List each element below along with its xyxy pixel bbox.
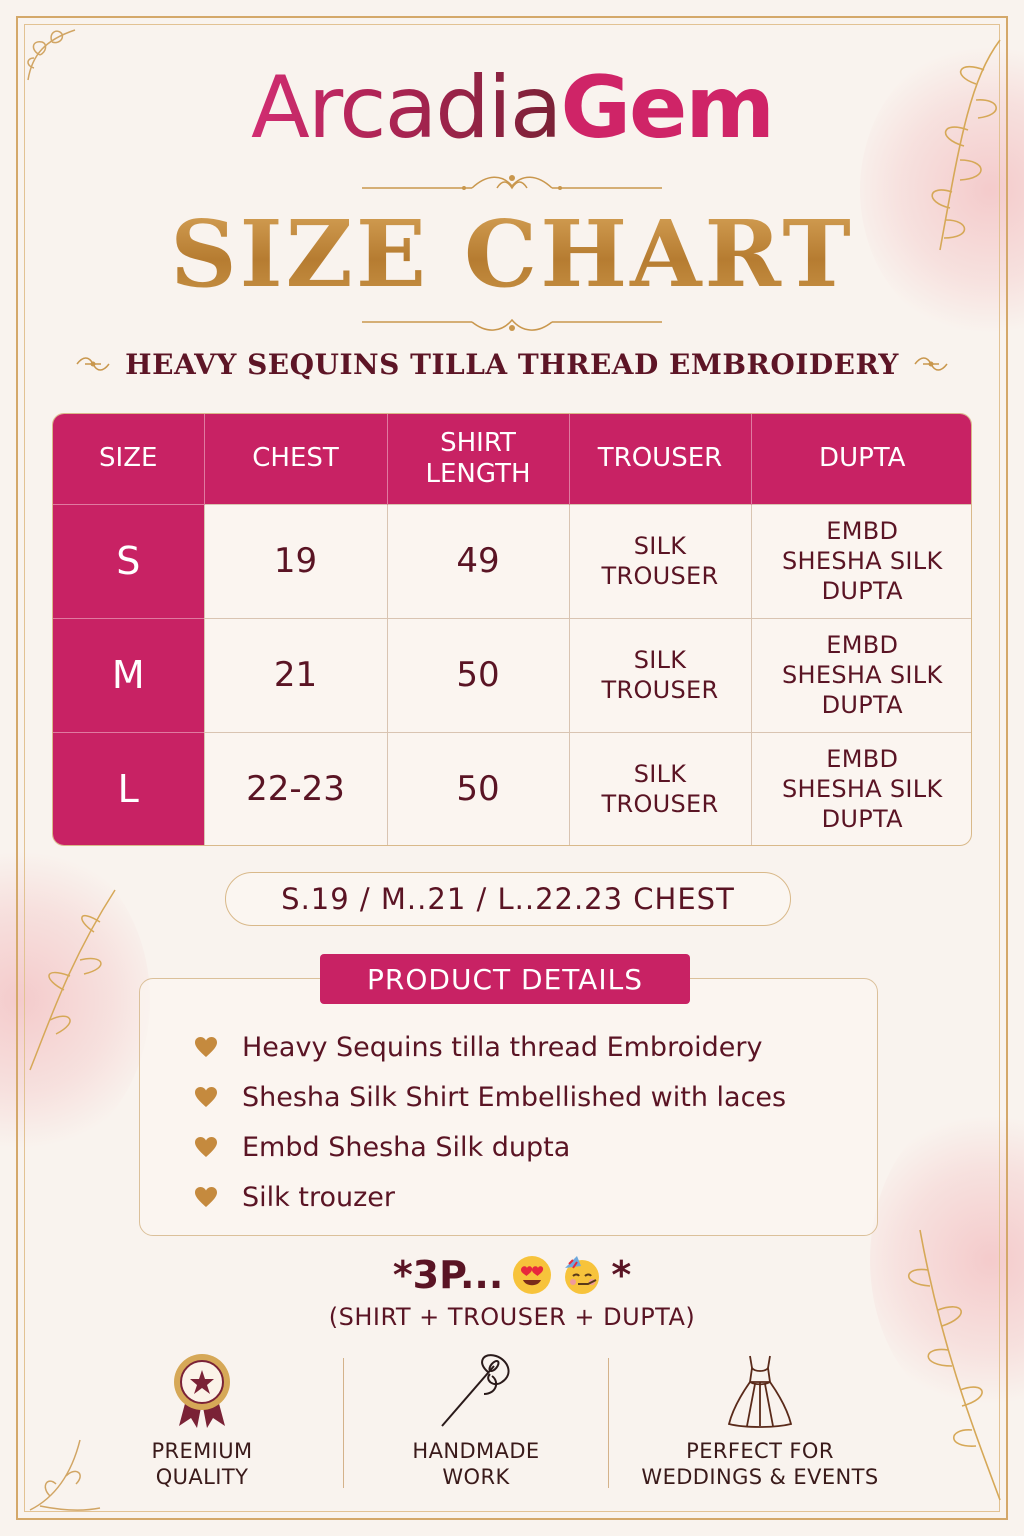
table-row <box>53 732 972 846</box>
trouser-line2: TROUSER <box>601 790 719 819</box>
feature-label <box>72 1438 332 1490</box>
table-row <box>53 618 972 732</box>
header-shirt-length <box>387 414 569 504</box>
size-cell: M <box>53 618 204 732</box>
trouser-line1: SILK <box>633 760 687 789</box>
trouser-line1: SILK <box>633 646 687 674</box>
table-header-row <box>53 414 972 504</box>
rosette-badge-icon <box>169 1352 235 1430</box>
ornamental-divider-top-icon <box>352 170 672 196</box>
size-table <box>52 413 972 846</box>
header-chest: CHEST <box>204 414 387 504</box>
feature-label-line2: QUALITY <box>155 1465 249 1489</box>
pack-suffix: * <box>611 1253 632 1297</box>
feature-handmade-work <box>346 1352 606 1490</box>
dupta-line3: DUPTA <box>821 805 903 834</box>
list-item <box>194 1072 854 1122</box>
header-size: SIZE <box>53 414 204 504</box>
size-cell: L <box>53 732 204 846</box>
trouser-cell <box>569 618 751 732</box>
dupta-line1: EMBD <box>826 745 899 774</box>
product-subtitle: HEAVY SEQUINS TILLA THREAD EMBROIDERY <box>125 347 899 381</box>
pack-info <box>0 1250 1024 1300</box>
feature-divider <box>608 1358 609 1488</box>
feature-label <box>346 1438 606 1490</box>
detail-text: Heavy Sequins tilla thread Embroidery <box>242 1031 763 1063</box>
header-shirt-length-line1: SHIRT <box>440 427 516 458</box>
heart-bullet-icon <box>194 1136 218 1158</box>
detail-text: Embd Shesha Silk dupta <box>242 1131 571 1163</box>
flourish-left-icon <box>75 354 111 374</box>
product-details-list <box>194 1022 854 1222</box>
trouser-cell <box>569 732 751 846</box>
list-item <box>194 1022 854 1072</box>
pack-prefix: *3P... <box>392 1253 504 1297</box>
page-title: SIZE CHART <box>0 200 1024 308</box>
dupta-line2: SHESHA SILK <box>782 775 943 804</box>
trouser-cell <box>569 504 751 618</box>
subtitle-row <box>0 342 1024 386</box>
header-trouser: TROUSER <box>569 414 751 504</box>
ornamental-divider-bottom-icon <box>352 308 672 334</box>
length-cell: 50 <box>387 732 569 846</box>
brand-name-part1: Arcadia <box>251 58 561 158</box>
trouser-line2: TROUSER <box>601 562 719 590</box>
feature-label-line2: WEDDINGS & EVENTS <box>641 1465 879 1489</box>
dupta-cell <box>751 732 972 846</box>
needle-thread-icon <box>428 1352 524 1430</box>
feature-premium-quality <box>72 1352 332 1490</box>
header-dupta: DUPTA <box>751 414 972 504</box>
chest-cell: 21 <box>204 618 387 732</box>
length-cell: 49 <box>387 504 569 618</box>
trouser-line1: SILK <box>633 532 687 560</box>
list-item <box>194 1122 854 1172</box>
feature-label-line2: WORK <box>442 1465 510 1489</box>
feature-label-line1: PREMIUM <box>151 1439 253 1463</box>
dupta-line3: DUPTA <box>821 691 903 719</box>
detail-text: Silk trouzer <box>242 1181 395 1213</box>
chest-summary-pill: S.19 / M..21 / L..22.23 CHEST <box>225 872 791 926</box>
chest-cell: 19 <box>204 504 387 618</box>
dupta-cell <box>751 618 972 732</box>
dupta-line2: SHESHA SILK <box>782 661 943 689</box>
dupta-line3: DUPTA <box>821 577 903 605</box>
flourish-right-icon <box>913 354 949 374</box>
brand-logo <box>0 58 1024 158</box>
leaf-branch-mid-left-icon <box>20 880 130 1080</box>
size-cell: S <box>53 504 204 618</box>
dupta-cell <box>751 504 972 618</box>
dupta-line1: EMBD <box>826 517 899 545</box>
feature-label <box>630 1438 890 1490</box>
list-item <box>194 1172 854 1222</box>
product-details-label: PRODUCT DETAILS <box>320 954 690 1004</box>
feature-weddings-events <box>630 1352 890 1490</box>
chest-cell: 22-23 <box>204 732 387 846</box>
length-cell: 50 <box>387 618 569 732</box>
heart-bullet-icon <box>194 1036 218 1058</box>
dress-icon <box>725 1352 795 1430</box>
feature-divider <box>343 1358 344 1488</box>
feature-label-line1: PERFECT FOR <box>686 1439 834 1463</box>
brand-name-part2: Gem <box>560 58 773 158</box>
trouser-line2: TROUSER <box>601 676 719 704</box>
detail-text: Shesha Silk Shirt Embellished with laces <box>242 1081 787 1113</box>
header-shirt-length-line2: LENGTH <box>425 458 531 489</box>
feature-label-line1: HANDMADE <box>412 1439 540 1463</box>
heart-eyes-emoji-icon <box>511 1254 553 1296</box>
heart-bullet-icon <box>194 1186 218 1208</box>
party-face-emoji-icon <box>561 1254 603 1296</box>
table-row <box>53 504 972 618</box>
pack-contents: (SHIRT + TROUSER + DUPTA) <box>328 1303 696 1331</box>
dupta-line1: EMBD <box>826 631 899 659</box>
dupta-line2: SHESHA SILK <box>782 547 943 575</box>
heart-bullet-icon <box>194 1086 218 1108</box>
